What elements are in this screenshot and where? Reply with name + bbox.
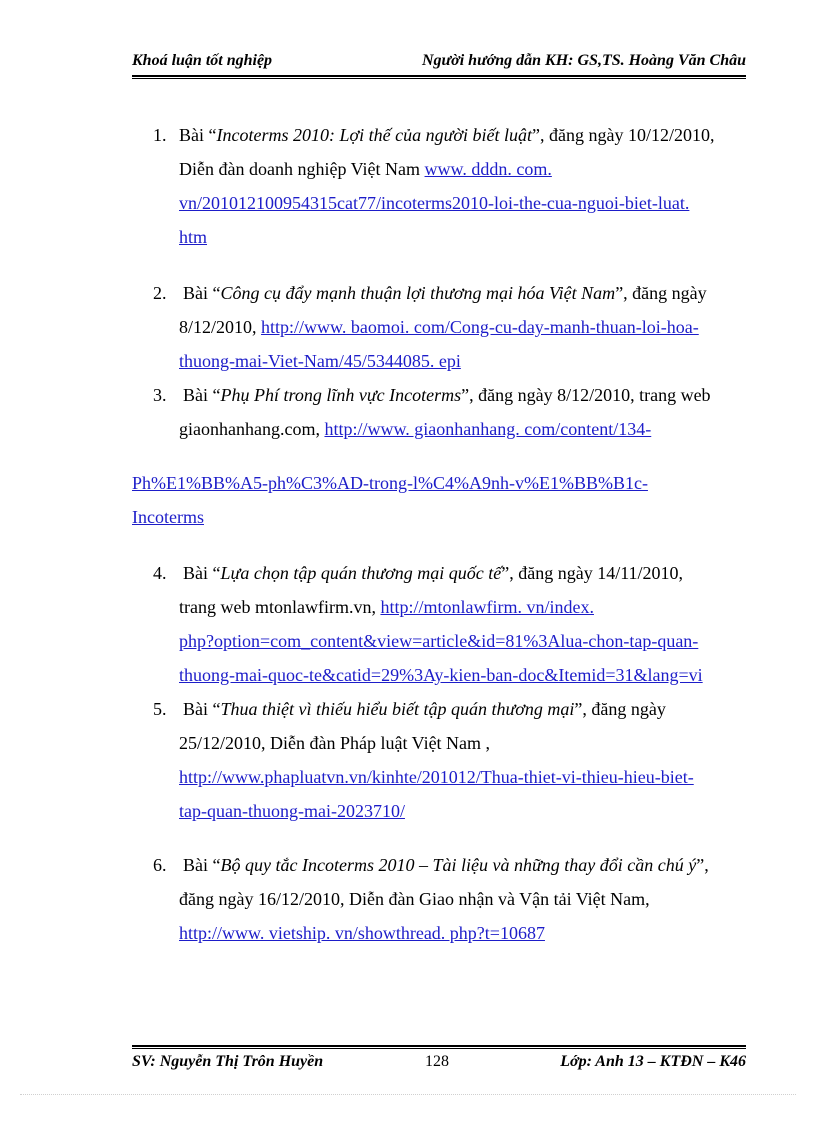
header-advisor: Người hướng dẫn KH: GS,TS. Hoàng Văn Châu xyxy=(422,52,746,69)
ref-4-number: 4. xyxy=(153,563,167,583)
ref-1-link-part-3[interactable]: htm xyxy=(179,227,208,247)
ref-3-link-part-3[interactable]: Incoterms xyxy=(132,507,204,527)
ref-2-number: 2. xyxy=(153,283,167,303)
ref-2-link-part-2[interactable]: thuong-mai-Viet-Nam/45/5344085. epi xyxy=(179,351,461,371)
ref-1-link-part-1[interactable]: www. dddn. com. xyxy=(424,159,552,179)
ref-3-line-2: giaonhanhang.com, http://www. giaonhanhang. com/content/134- xyxy=(179,419,652,439)
ref-4-link-part-3[interactable]: thuong-mai-quoc-te&catid=29%3Ay-kien-ban-doc&Itemid=31&lang=vi xyxy=(179,665,703,685)
ref-1-line-2: Diễn đàn doanh nghiệp Việt Nam www. dddn. com. xyxy=(179,159,552,179)
ref-4-line-4 xyxy=(179,664,703,686)
ref-5-line-2: 25/12/2010, Diễn đàn Pháp luật Việt Nam , xyxy=(179,733,491,753)
ref-4-link-part-1[interactable]: http://mtonlawfirm. vn/index. xyxy=(380,597,594,617)
ref-3-title: Phụ Phí trong lĩnh vực Incoterms xyxy=(220,385,462,405)
ref-1-link-part-2[interactable]: vn/201012100954315cat77/incoterms2010-loi-the-cua-nguoi-biet-luat. xyxy=(179,193,690,213)
ref-2-line-1: Bài “Công cụ đẩy mạnh thuận lợi thương mại hóa Việt Nam”, đăng ngày xyxy=(183,283,707,303)
ref-3-line-4 xyxy=(132,506,204,528)
ref-5-number: 5. xyxy=(153,699,167,719)
ref-5-link-part-2[interactable]: tap-quan-thuong-mai-2023710/ xyxy=(179,801,405,821)
ref-6-link-part-1[interactable]: http://www. vietship. vn/showthread. php?t=10687 xyxy=(179,923,545,943)
ref-6-line-1: Bài “Bộ quy tắc Incoterms 2010 – Tài liệu và những thay đổi cần chú ý”, xyxy=(183,855,709,875)
footer-rule-thin xyxy=(132,1048,746,1049)
ref-4-link-part-2[interactable]: php?option=com_content&view=article&id=81%3Alua-chon-tap-quan- xyxy=(179,631,699,651)
ref-5-title: Thua thiệt vì thiếu hiểu biết tập quán thương mại xyxy=(220,699,575,719)
ref-3-line-3 xyxy=(132,472,648,494)
ref-5-link-part-1[interactable]: http://www.phapluatvn.vn/kinhte/201012/Thua-thiet-vi-thieu-hieu-biet- xyxy=(179,767,694,787)
ref-4-line-3 xyxy=(179,630,698,652)
header-rule xyxy=(132,75,746,77)
ref-1-line-4 xyxy=(179,226,207,248)
ref-4-line-2: trang web mtonlawfirm.vn, http://mtonlawfirm. vn/index. xyxy=(179,597,594,617)
page-header xyxy=(132,52,746,76)
page-number: 128 xyxy=(425,1053,449,1070)
ref-6-line-2: đăng ngày 16/12/2010, Diễn đàn Giao nhận và Vận tải Việt Nam, xyxy=(179,889,650,909)
ref-5-line-1: Bài “Thua thiệt vì thiếu hiểu biết tập quán thương mại”, đăng ngày xyxy=(183,699,666,719)
ref-2-title: Công cụ đẩy mạnh thuận lợi thương mại hóa Việt Nam xyxy=(220,283,616,303)
ref-3-link-part-2[interactable]: Ph%E1%BB%A5-ph%C3%AD-trong-l%C4%A9nh-v%E1%BB%B1c- xyxy=(132,473,648,493)
footer-student: SV: Nguyễn Thị Trôn Huyền xyxy=(132,1053,324,1070)
ref-5-line-4 xyxy=(179,800,405,822)
footer-rule xyxy=(132,1045,746,1047)
header-rule-thin xyxy=(132,78,746,79)
ref-2-line-3 xyxy=(179,350,461,372)
ref-1-title: Incoterms 2010: Lợi thế của người biết luật xyxy=(216,125,532,145)
ref-6-line-3 xyxy=(179,922,545,944)
ref-1-line-3 xyxy=(179,192,689,214)
ref-4-title: Lựa chọn tập quán thương mại quốc tế xyxy=(220,563,502,583)
ref-4-line-1: Bài “Lựa chọn tập quán thương mại quốc tế”, đăng ngày 14/11/2010, xyxy=(183,563,684,583)
ref-1-number: 1. xyxy=(153,125,167,145)
ref-3-number: 3. xyxy=(153,385,167,405)
ref-1-line-1: Bài “Incoterms 2010: Lợi thế của người biết luật”, đăng ngày 10/12/2010, xyxy=(179,125,715,145)
page-boundary-divider xyxy=(20,1094,796,1095)
ref-6-number: 6. xyxy=(153,855,167,875)
ref-5-line-3 xyxy=(179,766,694,788)
ref-2-line-2: 8/12/2010, http://www. baomoi. com/Cong-cu-day-manh-thuan-loi-hoa- xyxy=(179,317,699,337)
ref-3-line-1: Bài “Phụ Phí trong lĩnh vực Incoterms”, đăng ngày 8/12/2010, trang web xyxy=(183,385,711,405)
ref-2-link-part-1[interactable]: http://www. baomoi. com/Cong-cu-day-manh-thuan-loi-hoa- xyxy=(261,317,699,337)
header-thesis-title: Khoá luận tốt nghiệp xyxy=(132,52,273,69)
ref-6-title: Bộ quy tắc Incoterms 2010 – Tài liệu và những thay đổi cần chú ý xyxy=(220,855,697,875)
ref-3-link-part-1[interactable]: http://www. giaonhanhang. com/content/134- xyxy=(324,419,652,439)
footer-class: Lớp: Anh 13 – KTĐN – K46 xyxy=(560,1053,746,1070)
